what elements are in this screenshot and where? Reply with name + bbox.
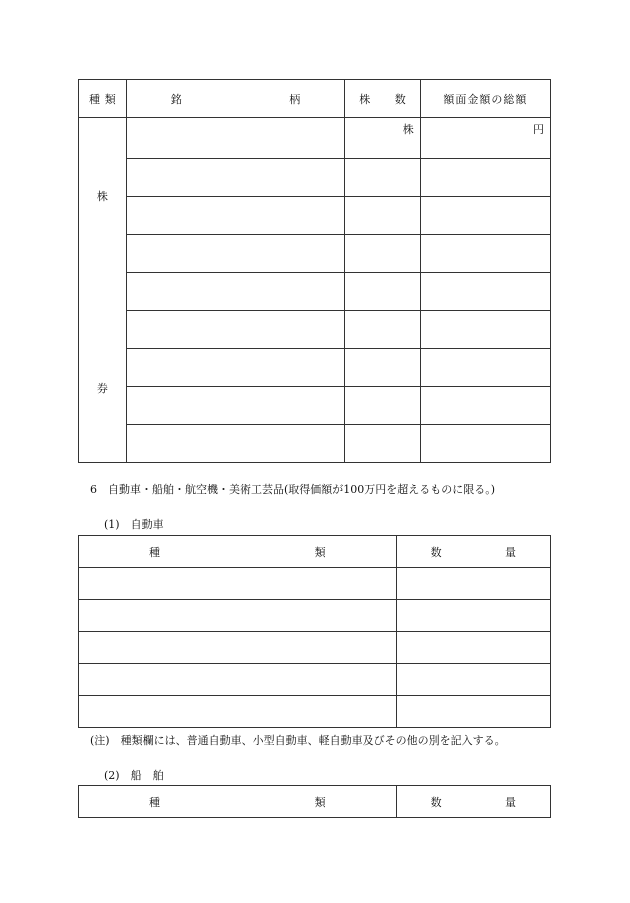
total-cell[interactable] — [420, 235, 550, 273]
vehicle-qty-cell[interactable] — [396, 664, 550, 696]
vehicle-kind-cell[interactable] — [79, 568, 397, 600]
count-cell[interactable] — [345, 273, 421, 311]
vehicle-kind-cell[interactable] — [79, 632, 397, 664]
vehicle-qty-cell[interactable] — [396, 696, 550, 728]
col-total-header: 額面金額の総額 — [420, 80, 550, 118]
col-count-char-2: 数 — [394, 92, 406, 106]
stock-row — [79, 349, 551, 387]
col-brand-char-2: 柄 — [289, 92, 301, 106]
count-cell[interactable] — [345, 311, 421, 349]
col-count-char-1: 株 — [359, 92, 371, 106]
stock-row — [79, 273, 551, 311]
brand-cell[interactable] — [126, 311, 345, 349]
unit-yen: 円 — [533, 123, 544, 136]
stock-row — [79, 311, 551, 349]
stock-type-cell — [79, 118, 127, 463]
vehicles-row — [79, 664, 551, 696]
count-cell[interactable] — [345, 349, 421, 387]
vehicles-col-kind — [79, 536, 397, 568]
brand-cell[interactable] — [126, 349, 345, 387]
vehicles-header-row — [79, 536, 551, 568]
stock-row — [79, 118, 551, 159]
count-cell[interactable] — [345, 118, 421, 159]
total-cell[interactable] — [420, 118, 550, 159]
count-cell[interactable] — [345, 159, 421, 197]
type-label-certificate: 券 — [96, 382, 108, 395]
count-cell[interactable] — [345, 197, 421, 235]
brand-cell[interactable] — [126, 118, 345, 159]
stock-row — [79, 387, 551, 425]
vehicles-col-qty — [396, 536, 550, 568]
col-kind-header — [79, 80, 127, 118]
count-cell[interactable] — [345, 235, 421, 273]
ships-qty-char-1: 数 — [430, 795, 442, 809]
total-cell[interactable] — [420, 311, 550, 349]
vehicles-row — [79, 632, 551, 664]
vehicle-qty-cell[interactable] — [396, 600, 550, 632]
total-cell[interactable] — [420, 197, 550, 235]
stock-row — [79, 235, 551, 273]
ships-kind-char-2: 類 — [314, 795, 326, 809]
vehicles-note: (注) 種類欄には、普通自動車、小型自動車、軽自動車及びその他の別を記入する。 — [90, 734, 506, 747]
vehicles-kind-char-1: 種 — [149, 545, 160, 559]
ships-col-kind — [79, 786, 397, 818]
col-brand-char-1: 銘 — [170, 92, 182, 106]
brand-cell[interactable] — [126, 273, 345, 311]
total-cell[interactable] — [420, 387, 550, 425]
vehicles-row — [79, 600, 551, 632]
ships-table — [78, 785, 551, 818]
vehicle-kind-cell[interactable] — [79, 664, 397, 696]
vehicles-table — [78, 535, 551, 728]
ships-qty-char-2: 量 — [505, 795, 516, 809]
stock-row — [79, 425, 551, 463]
vehicle-kind-cell[interactable] — [79, 696, 397, 728]
brand-cell[interactable] — [126, 197, 345, 235]
vehicle-qty-cell[interactable] — [396, 632, 550, 664]
stock-row — [79, 197, 551, 235]
unit-shares: 株 — [402, 123, 414, 136]
brand-cell[interactable] — [126, 159, 345, 197]
total-cell[interactable] — [420, 425, 550, 463]
col-kind-char-2: 類 — [104, 92, 116, 106]
vehicle-qty-cell[interactable] — [396, 568, 550, 600]
count-cell[interactable] — [345, 387, 421, 425]
vehicles-qty-char-1: 数 — [430, 545, 442, 559]
vehicles-row — [79, 568, 551, 600]
ships-kind-char-1: 種 — [149, 795, 160, 809]
ships-col-qty — [396, 786, 550, 818]
vehicles-row — [79, 696, 551, 728]
brand-cell[interactable] — [126, 235, 345, 273]
vehicles-qty-char-2: 量 — [505, 545, 516, 559]
total-cell[interactable] — [420, 349, 550, 387]
ships-heading: (2) 船 舶 — [104, 769, 164, 782]
brand-cell[interactable] — [126, 425, 345, 463]
vehicles-heading: (1) 自動車 — [104, 518, 164, 531]
count-cell[interactable] — [345, 425, 421, 463]
stock-table-header — [79, 80, 551, 118]
col-count-header — [345, 80, 421, 118]
vehicles-kind-char-2: 類 — [314, 545, 326, 559]
ships-header-row — [79, 786, 551, 818]
brand-cell[interactable] — [126, 387, 345, 425]
col-kind-char-1: 種 — [89, 92, 100, 106]
total-cell[interactable] — [420, 159, 550, 197]
col-brand-header — [126, 80, 345, 118]
stock-row — [79, 159, 551, 197]
section-6-title: 6 自動車・船舶・航空機・美術工芸品(取得価額が100万円を超えるものに限る。) — [90, 483, 496, 496]
vehicle-kind-cell[interactable] — [79, 600, 397, 632]
total-cell[interactable] — [420, 273, 550, 311]
type-label-stock: 株 — [96, 190, 108, 203]
stock-table — [78, 79, 551, 463]
